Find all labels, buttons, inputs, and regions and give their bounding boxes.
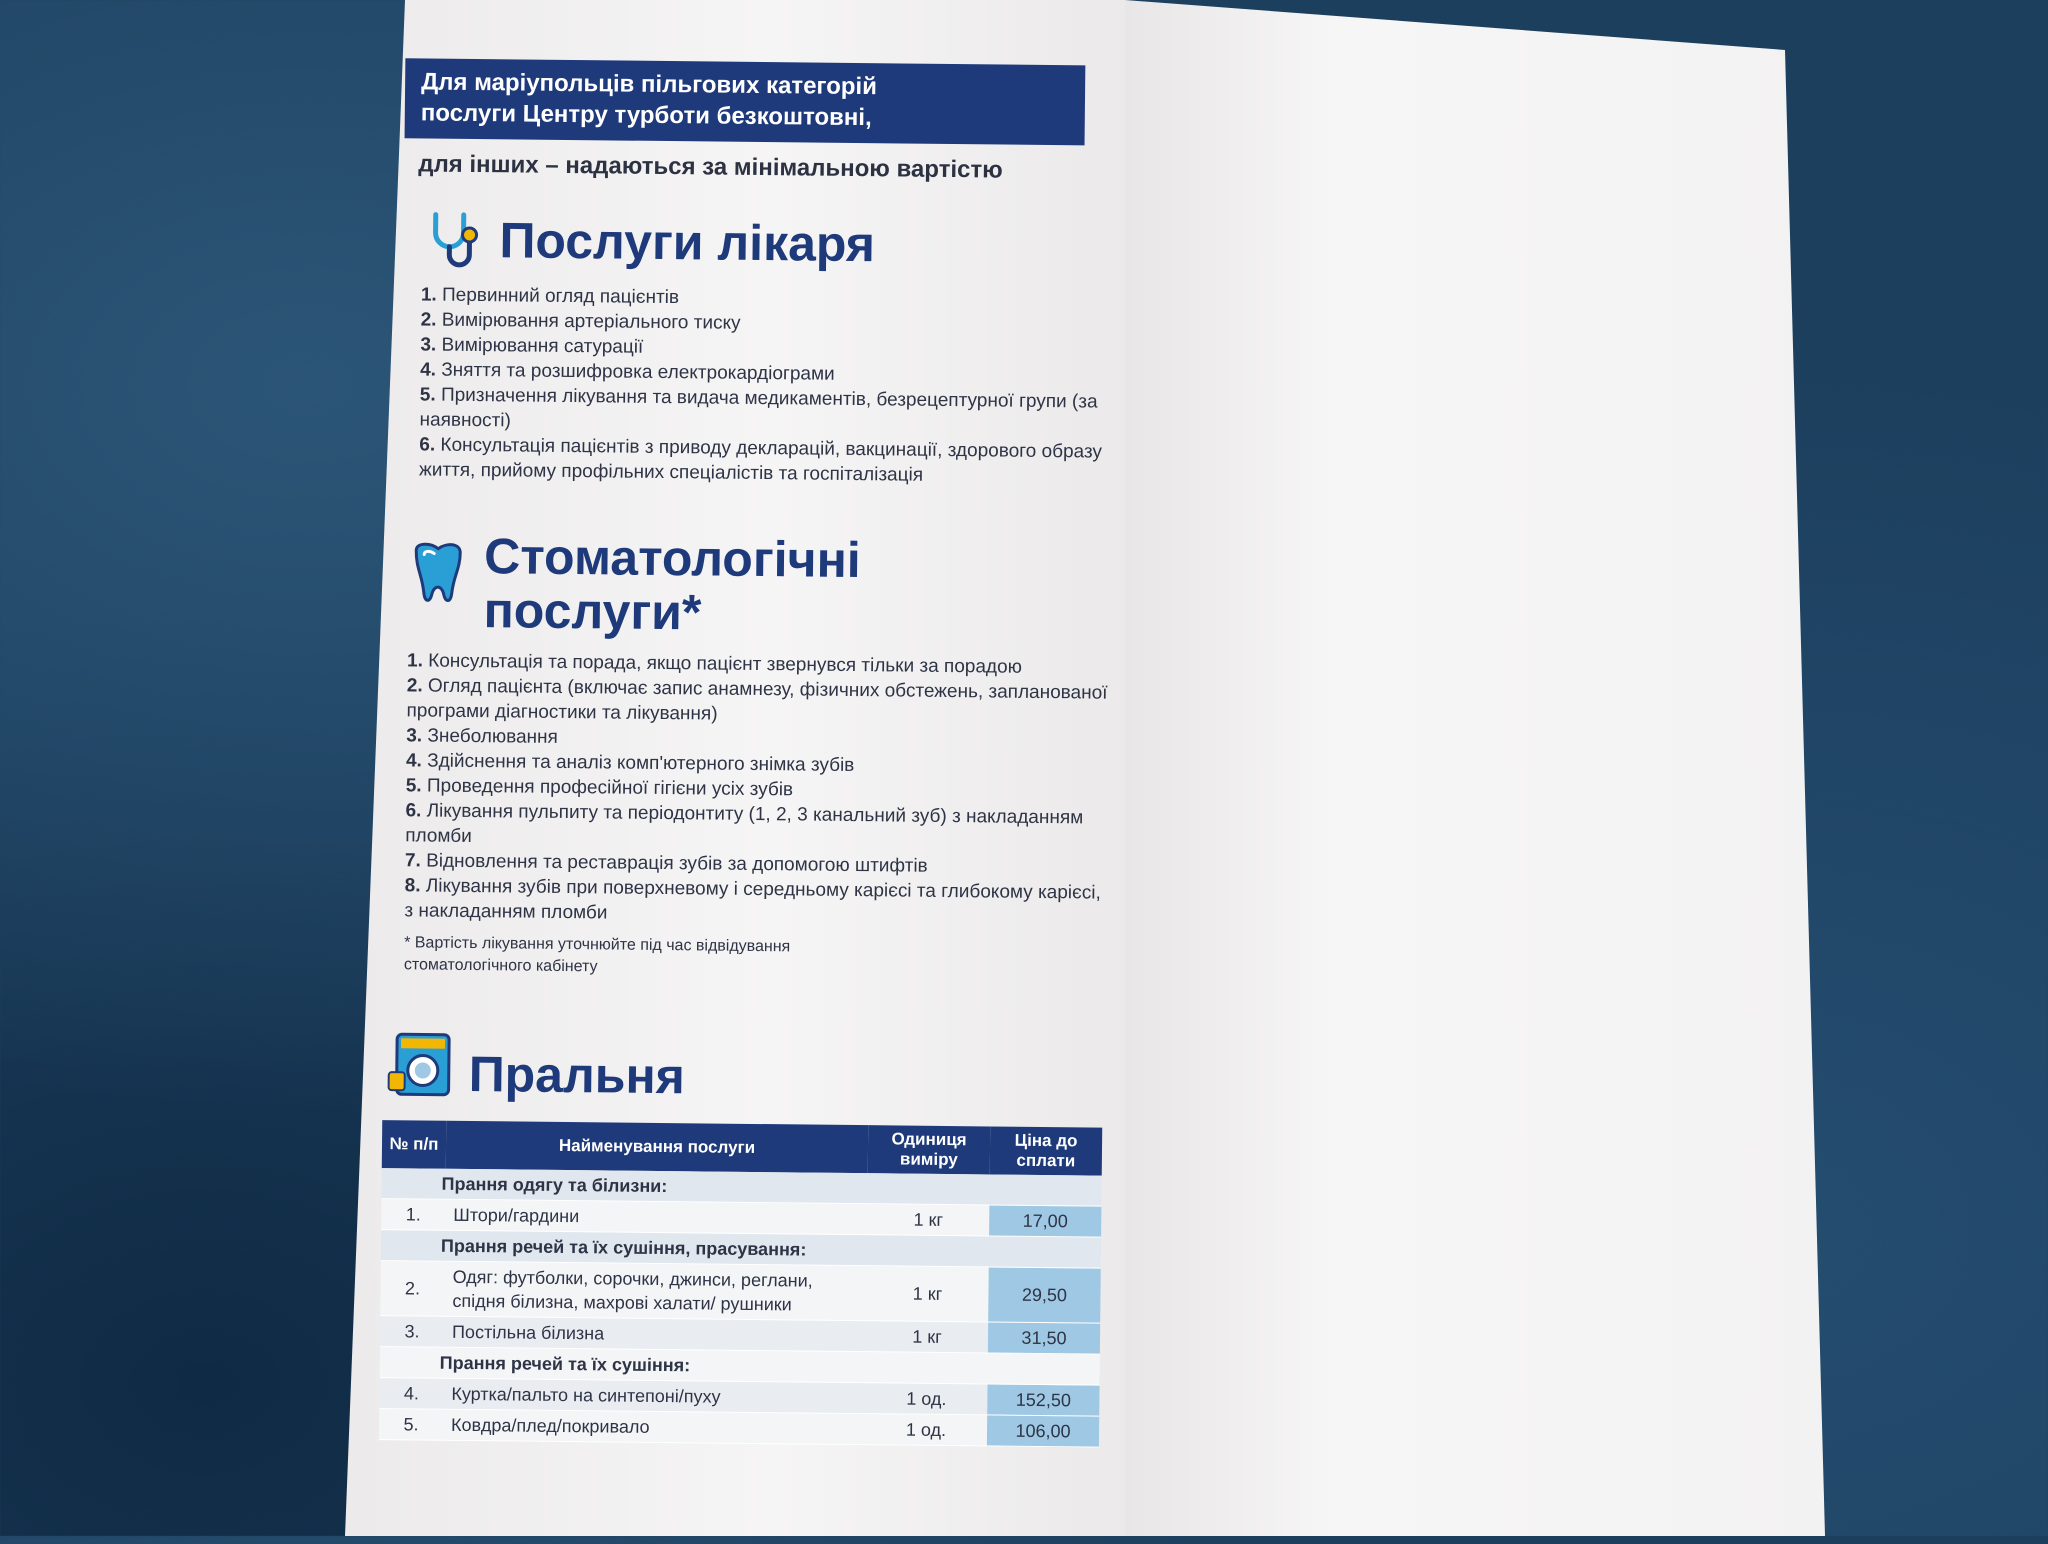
list-item: 5. Призначення лікування та видача медикаментів, безрецептурної групи (за наявності) xyxy=(419,384,1098,432)
stethoscope-icon xyxy=(423,208,486,271)
dental-section-title xyxy=(483,529,861,641)
doctor-services-list xyxy=(419,282,1111,489)
table-header-row xyxy=(382,1120,1102,1176)
dental-services-list xyxy=(404,648,1112,930)
laundry-section-title: Пральня xyxy=(468,1045,686,1105)
col-service-name: Найменування послуги xyxy=(446,1121,868,1173)
table-group-row: Прання речей та їх сушіння, прасування: xyxy=(381,1230,1101,1269)
dental-title-line-1: Стоматологічні xyxy=(483,528,862,589)
doctor-section-title: Послуги лікаря xyxy=(499,212,876,273)
dental-title-line-2: послуги* xyxy=(483,582,702,641)
table-row: 3. Постільна білизна 1 кг 31,50 xyxy=(380,1316,1100,1355)
col-number: № п/п xyxy=(382,1120,446,1169)
list-item: 1. Консультація та порада, якщо пацієнт звернувся тільки за порадою xyxy=(406,650,1023,678)
table-row: 1. Штори/гардини 1 кг 17,00 xyxy=(381,1199,1101,1238)
right-page-content xyxy=(1119,0,1810,1541)
table-row: 5. Ковдра/плед/покривало 1 од. 106,00 xyxy=(379,1409,1099,1448)
list-item: 4. Здійснення та аналіз комп'ютерного знімка зубів xyxy=(405,750,855,777)
table-group-row: Прання речей та їх сушіння: xyxy=(380,1347,1100,1386)
dental-footnote: * Вартість лікування уточнюйте під час відвідування стоматологічного кабінету xyxy=(403,934,791,976)
table-group-row: Прання одягу та білизни: xyxy=(381,1168,1101,1206)
washing-machine-icon xyxy=(387,1030,456,1099)
banner-line-1: Для маріупольців пільгових категорій xyxy=(421,68,878,101)
table-row: 2. Одяг: футболки, сорочки, джинси, реглани, спідня білизна, махрові халати/ рушники 1 кг 29,50 xyxy=(380,1261,1101,1324)
list-item: 3. Знеболювання xyxy=(406,725,558,748)
col-price: Ціна до сплати xyxy=(990,1126,1102,1175)
banner-subtitle: для інших – надаються за мінімальною вартістю xyxy=(418,150,1003,184)
list-item: 4. Зняття та розшифровка електрокардіограми xyxy=(420,359,835,385)
list-item: 6. Лікування пульпиту та періодонтиту (1, 2, 3 канальний зуб) з накладанням пломби xyxy=(405,800,1084,848)
laundry-price-table xyxy=(379,1120,1102,1448)
list-item: 2. Вимірювання артеріального тиску xyxy=(420,309,741,334)
left-page-content xyxy=(364,0,1120,1544)
list-item: 5. Проведення професійної гігієни усіх зубів xyxy=(405,775,794,801)
intro-banner xyxy=(405,58,1086,145)
list-item: 7. Відновлення та реставрація зубів за допомогою штифтів xyxy=(404,850,928,877)
list-item: 6. Консультація пацієнтів з приводу декларацій, вакцинації, здорового образу життя, прийому профільних спеціалістів та госпіталізація xyxy=(418,434,1103,486)
table-row: 4. Куртка/пальто на синтепоні/пуху 1 од. 152,50 xyxy=(379,1378,1099,1417)
list-item: 8. Лікування зубів при поверхневому і середньому карієсі та глибокому карієсі, з накладанням пломби xyxy=(404,875,1101,924)
col-unit: Одиниця виміру xyxy=(868,1125,990,1174)
list-item: 3. Вимірювання сатурації xyxy=(420,334,644,358)
list-item: 1. Первинний огляд пацієнтів xyxy=(420,284,680,309)
tooth-icon xyxy=(408,540,469,607)
list-item: 2. Огляд пацієнта (включає запис анамнезу, фізичних обстежень, запланованої програми діагностики та лікування) xyxy=(406,675,1108,725)
banner-line-2: послуги Центру турботи безкоштовні, xyxy=(420,99,872,132)
